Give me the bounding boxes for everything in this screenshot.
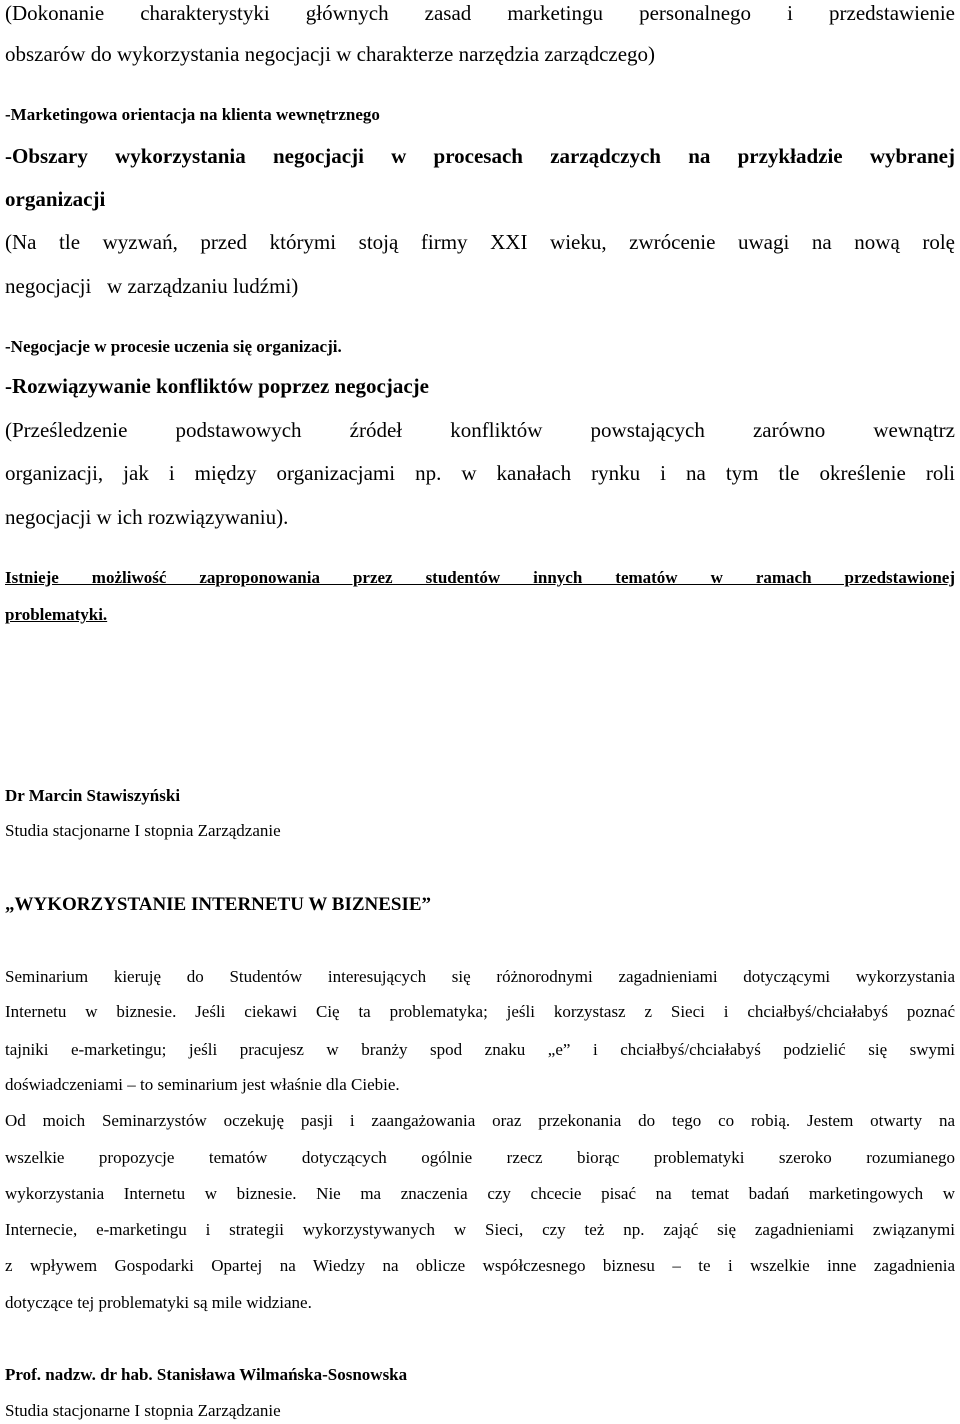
areas-description-line-2: negocjacji w zarządzaniu ludźmi) [5, 274, 299, 298]
study-program: Studia stacjonarne I stopnia Zarządzanie [5, 821, 281, 840]
paragraph-2-line-2: wszelkie propozycje tematów dotyczących ogólnie rzecz biorąc problematyki szeroko rozumianego [5, 1148, 955, 1167]
topic-negotiation-areas-line-1: -Obszary wykorzystania negocjacji w procesach zarządczych na przykładzie wybranej [5, 144, 955, 168]
topic-organizational-learning: -Negocjacje w procesie uczenia się organizacji. [5, 337, 342, 356]
conflicts-description-line-1: (Prześledzenie podstawowych źródeł konfliktów powstających zarówno wewnątrz [5, 418, 955, 442]
paragraph-2-line-3: wykorzystania Internetu w biznesie. Nie ma znaczenia czy chcecie pisać na temat badań marketingowych w [5, 1184, 955, 1203]
paragraph-2-line-1: Od moich Seminarzystów oczekuję pasji i zaangażowania oraz przekonania do tego co robią. Jestem otwarty na [5, 1111, 955, 1130]
paragraph-2-line-6: dotyczące tej problematyki są mile widziane. [5, 1293, 312, 1312]
other-topics-note-line-2: problematyki. [5, 605, 108, 624]
study-program-2: Studia stacjonarne I stopnia Zarządzanie [5, 1401, 281, 1420]
paragraph-1-line-2: Internetu w biznesie. Jeśli ciekawi Cię ta problematyka; jeśli korzystasz z Sieci i chciałbyś/chciałabyś poznać [5, 1002, 955, 1021]
conflicts-description-line-3: negocjacji w ich rozwiązywaniu). [5, 505, 289, 529]
paragraph-2-line-4: Internecie, e-marketingu i strategii wykorzystywanych w Sieci, czy też np. zająć się zagadnieniami związanymi [5, 1220, 955, 1239]
topic-conflict-resolution: -Rozwiązywanie konfliktów poprzez negocjacje [5, 374, 429, 398]
areas-description-line-1: (Na tle wyzwań, przed którymi stoją firmy XXI wieku, zwrócenie uwagi na nową rolę [5, 230, 955, 254]
other-topics-note-line-1: Istnieje możliwość zaproponowania przez studentów innych tematów w ramach przedstawionej [5, 568, 955, 587]
paragraph-1-line-1: Seminarium kieruję do Studentów interesujących się różnorodnymi zagadnieniami dotyczącymi wykorzystania [5, 967, 955, 986]
topic-negotiation-areas-line-2: organizacji [5, 187, 106, 211]
seminar-title: „WYKORZYSTANIE INTERNETU W BIZNESIE” [5, 894, 432, 915]
paragraph-1-line-3: tajniki e-marketingu; jeśli pracujesz w branży spod znaku „e” i chciałbyś/chciałabyś podzielić się swymi [5, 1040, 955, 1059]
lecturer-name: Dr Marcin Stawiszyński [5, 786, 181, 805]
paragraph-2-line-5: z wpływem Gospodarki Opartej na Wiedzy na oblicze współczesnego biznesu – te i wszelkie inne zagadnienia [5, 1256, 955, 1275]
conflicts-description-line-2: organizacji, jak i między organizacjami np. w kanałach rynku i na tym tle określenie roli [5, 461, 955, 485]
topic-marketing-orientation: -Marketingowa orientacja na klienta wewnętrznego [5, 105, 380, 124]
paragraph-1-line-4: doświadczeniami – to seminarium jest właśnie dla Ciebie. [5, 1075, 400, 1094]
intro-line-2: obszarów do wykorzystania negocjacji w charakterze narzędzia zarządczego) [5, 42, 656, 66]
intro-line-1: (Dokonanie charakterystyki głównych zasad marketingu personalnego i przedstawienie [5, 1, 955, 25]
lecturer-name-2: Prof. nadzw. dr hab. Stanisława Wilmańska-Sosnowska [5, 1365, 408, 1384]
